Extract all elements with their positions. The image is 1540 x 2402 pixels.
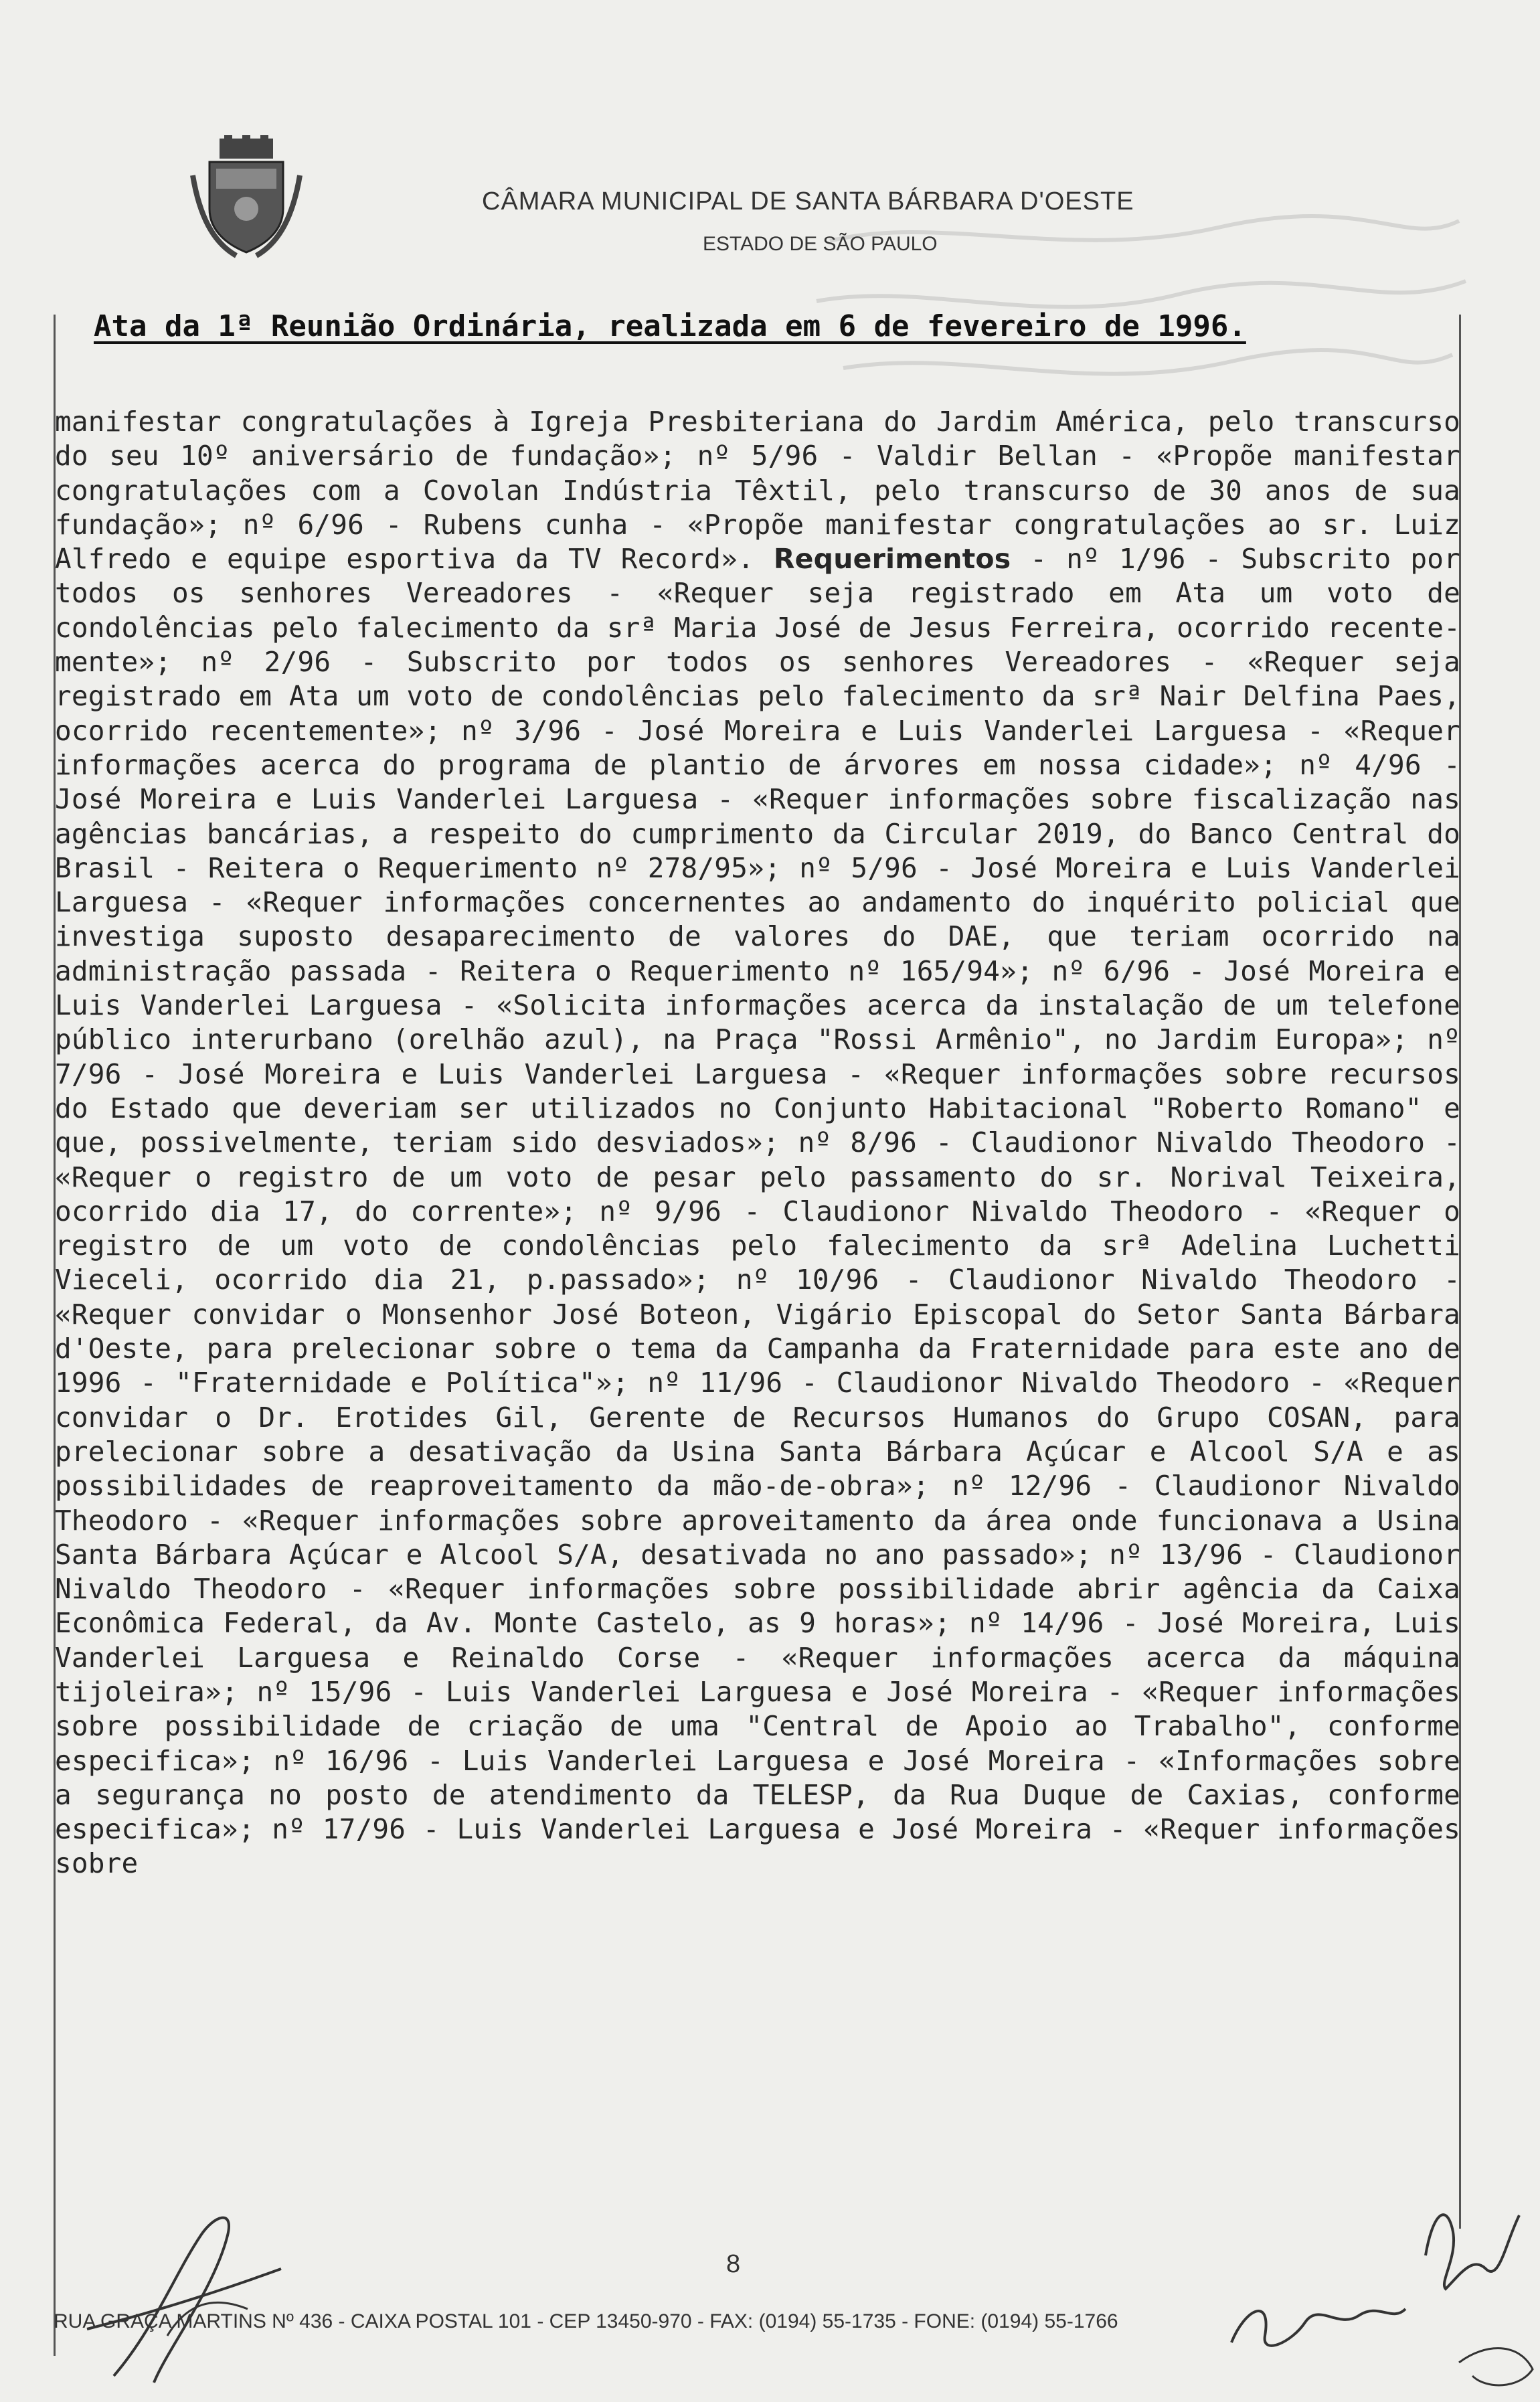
page-number: 8 xyxy=(726,2250,741,2278)
body-text-part1: manifestar congratulações à Igreja Presbiteriana do Jardim América, pelo transcurso do seu 10º aniversário de fundação»; nº 5/96 - Valdir Bellan - «Propõe manifestar congratulações com a Covolan Indústria Têxtil, pelo transcurso de 30 anos de sua fundação»; nº 6/96 - Rubens cunha - «Propõe manifestar congratulações ao sr. Luiz Alfredo e equipe esportiva da TV Record». xyxy=(55,406,1460,576)
signature-right xyxy=(1205,2175,1539,2396)
institution-title: CÂMARA MUNICIPAL DE SANTA BÁRBARA D'OESTE xyxy=(482,187,1134,216)
institution-state: ESTADO DE SÃO PAULO xyxy=(703,233,938,255)
section-title-requerimentos: Requerimentos xyxy=(773,543,1011,576)
minutes-heading: Ata da 1ª Reunião Ordinária, realizada em 6 de fevereiro de 1996. xyxy=(94,309,1246,343)
minutes-body xyxy=(55,405,1460,1881)
signature-left xyxy=(74,2195,294,2396)
footer-address: RUA GRAÇA MARTINS Nº 436 - CAIXA POSTAL 101 - CEP 13450-970 - FAX: (0194) 55-1735 - FONE: (0194) 55-1766 xyxy=(54,2310,1118,2332)
municipal-coat-of-arms-icon xyxy=(189,135,303,259)
body-text-part2: - nº 1/96 - Subscrito por todos os senhores Vereadores - «Requer seja registrado em Ata um voto de condolências pelo falecimento da srª Maria José de Jesus Ferreira, ocorrido recente-mente»; nº 2/96 - Subscrito por todos os senhores Vereadores - «Requer seja registrado em Ata um voto de condolências pelo falecimento da srª Nair Delfina Paes, ocorrido recentemente»; nº 3/96 - José Moreira e Luis Vanderlei Larguesa - «Requer informações acerca do programa de plantio de árvores em nossa cidade»; nº 4/96 - José Moreira e Luis Vanderlei Larguesa - «Requer informações sobre fiscalização nas agências bancárias, a respeito do cumprimento da Circular 2019, do Banco Central do Brasil - Reitera o Requerimento nº 278/95»; nº 5/96 - José Moreira e Luis Vanderlei Larguesa - «Requer informações concernentes ao andamento do inquérito policial que investiga suposto desaparecimento de valores do DAE, que teriam ocorrido na administração passada - Reitera o Requerimento nº 165/94»; nº 6/96 - José Moreira e Luis Vanderlei Larguesa - «Solicita informações acerca da instalação de um telefone público interurbano (orelhão azul), na Praça "Rossi Armênio", no Jardim Europa»; nº 7/96 - José Moreira e Luis Vanderlei Larguesa - «Requer informações sobre recursos do Estado que deveriam ser utilizados no Conjunto Habitacional "Roberto Romano" e que, possivelmente, teriam sido desviados»; nº 8/96 - Claudionor Nivaldo Theodoro - «Requer o registro de um voto de pesar pelo passamento do sr. Norival Teixeira, ocorrido dia 17, do corrente»; nº 9/96 - Claudionor Nivaldo Theodoro - «Requer o registro de um voto de condolências pelo falecimento da srª Adelina Luchetti Vieceli, ocorrido dia 21, p.passado»; nº 10/96 - Claudionor Nivaldo Theodoro - «Requer convidar o Monsenhor José Boteon, Vigário Episcopal do Setor Santa Bárbara d'Oeste, para prelecionar sobre o tema da Campanha da Fraternidade para este ano de 1996 - "Fraternidade e Política"»; nº 11/96 - Claudionor Nivaldo Theodoro - «Requer convidar o Dr. Erotides Gil, Gerente de Recursos Humanos do Grupo COSAN, para prelecionar sobre a desativação da Usina Santa Bárbara Açúcar e Alcool S/A e as possibilidades de reaproveitamento da mão-de-obra»; nº 12/96 - Claudionor Nivaldo Theodoro - «Requer informações sobre aproveitamento da área onde funcionava a Usina Santa Bárbara Açúcar e Alcool S/A, desativada no ano passado»; nº 13/96 - Claudionor Nivaldo Theodoro - «Requer informações sobre possibilidade abrir agência da Caixa Econômica Federal, da Av. Monte Castelo, as 9 horas»; nº 14/96 - José Moreira, Luis Vanderlei Larguesa e Reinaldo Corse - «Requer informações acerca da máquina tijoleira»; nº 15/96 - Luis Vanderlei Larguesa e José Moreira - «Requer informações sobre possibilidade de criação de uma "Central de Apoio ao Trabalho", conforme especifica»; nº 16/96 - Luis Vanderlei Larguesa e José Moreira - «Informações sobre a segurança no posto de atendimento da TELESP, da Rua Duque de Caxias, conforme especifica»; nº 17/96 - Luis Vanderlei Larguesa e José Moreira - «Requer informações sobre xyxy=(55,543,1460,1880)
